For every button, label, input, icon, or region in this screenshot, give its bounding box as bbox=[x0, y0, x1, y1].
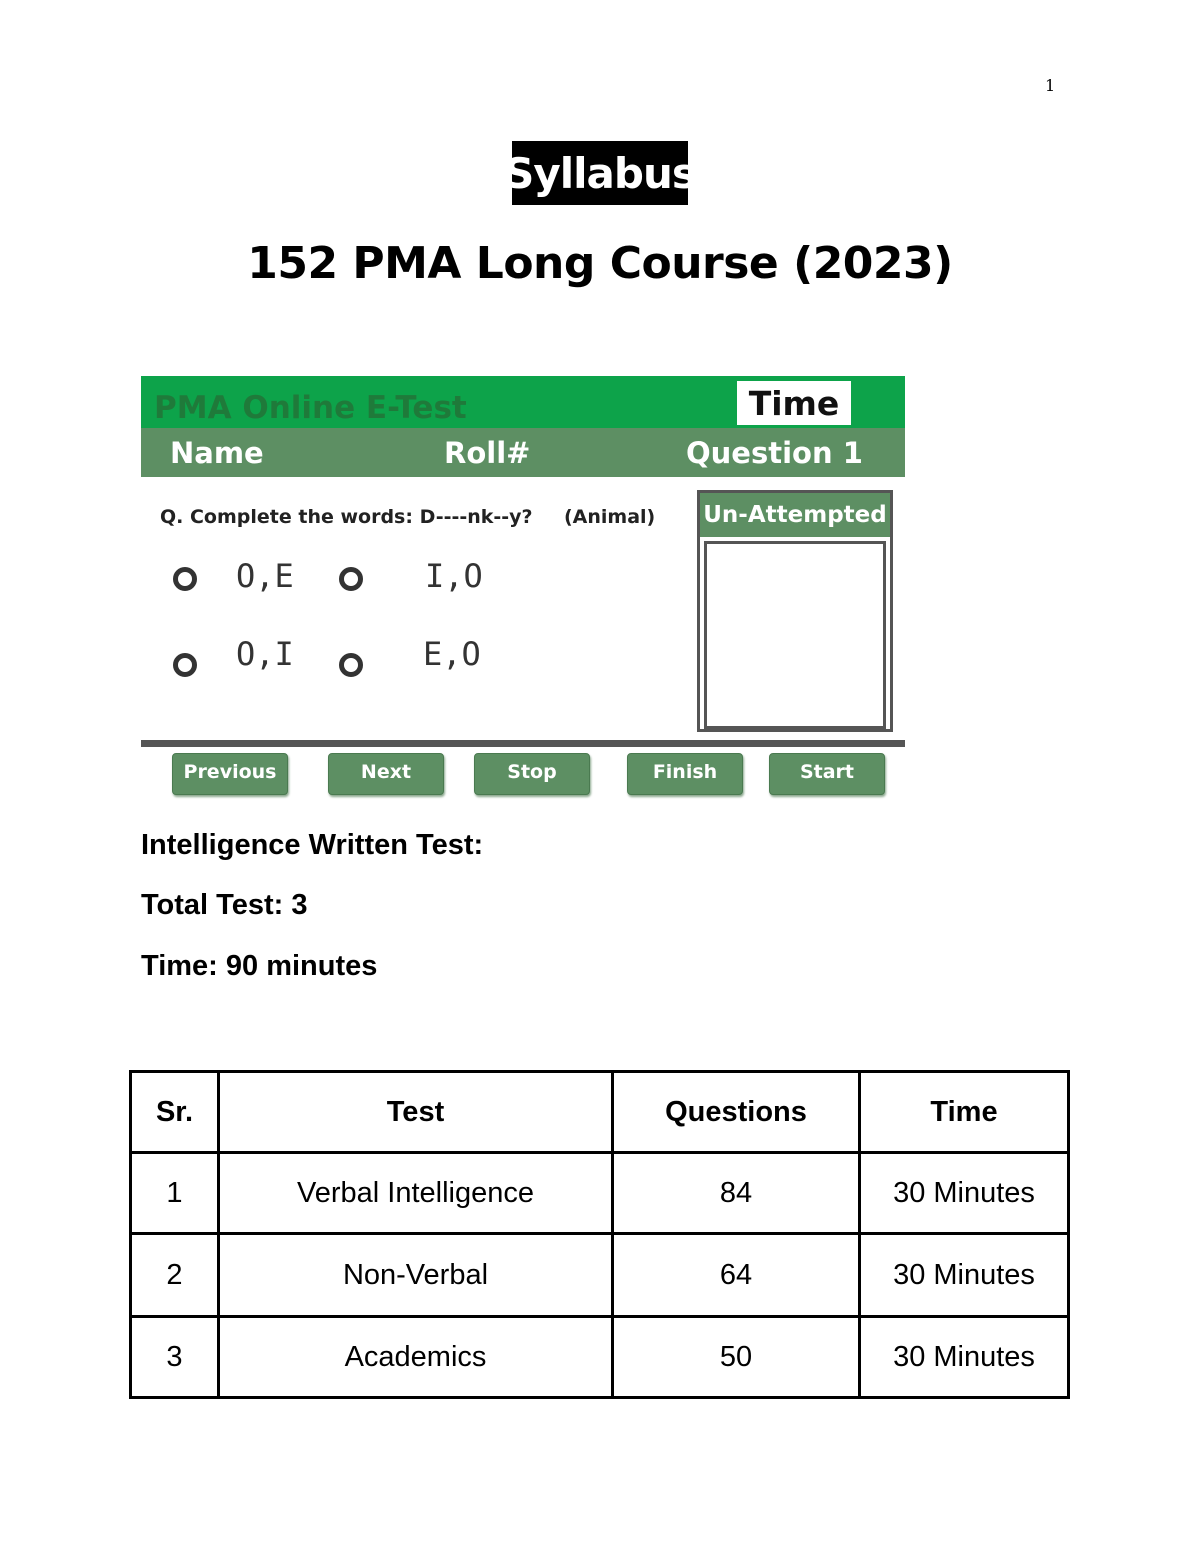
divider bbox=[141, 740, 905, 747]
option-radio-1[interactable] bbox=[173, 567, 197, 591]
cell-time: 30 Minutes bbox=[860, 1153, 1069, 1234]
status-content-area bbox=[704, 541, 886, 729]
previous-button[interactable]: Previous bbox=[172, 753, 288, 795]
option-radio-2[interactable] bbox=[339, 567, 363, 591]
table-row bbox=[131, 1234, 1069, 1317]
name-label: Name bbox=[170, 436, 264, 470]
cell-sr: 1 bbox=[131, 1153, 219, 1234]
cell-questions: 64 bbox=[613, 1234, 860, 1317]
option-radio-3[interactable] bbox=[173, 653, 197, 677]
finish-button[interactable]: Finish bbox=[627, 753, 743, 795]
table-row bbox=[131, 1317, 1069, 1398]
next-button[interactable]: Next bbox=[328, 753, 444, 795]
option-label-1: O,E bbox=[236, 557, 294, 595]
header-time: Time bbox=[860, 1072, 1069, 1153]
option-radio-4[interactable] bbox=[339, 653, 363, 677]
section-title: Intelligence Written Test: bbox=[141, 829, 484, 861]
status-label: Un-Attempted bbox=[700, 493, 890, 537]
syllabus-heading: Syllabus bbox=[512, 141, 688, 205]
cell-sr: 3 bbox=[131, 1317, 219, 1398]
cell-test: Academics bbox=[219, 1317, 613, 1398]
cell-sr: 2 bbox=[131, 1234, 219, 1317]
roll-label: Roll# bbox=[444, 436, 531, 470]
option-label-3: O,I bbox=[236, 635, 294, 673]
start-button[interactable]: Start bbox=[769, 753, 885, 795]
stop-button[interactable]: Stop bbox=[474, 753, 590, 795]
etest-mockup bbox=[141, 376, 905, 801]
question-hint: (Animal) bbox=[564, 506, 656, 528]
cell-questions: 50 bbox=[613, 1317, 860, 1398]
etest-infobar bbox=[141, 428, 905, 477]
header-test: Test bbox=[219, 1072, 613, 1153]
header-questions: Questions bbox=[613, 1072, 860, 1153]
option-label-4: E,O bbox=[423, 635, 481, 673]
option-label-2: I,O bbox=[425, 557, 483, 595]
table-row bbox=[131, 1153, 1069, 1234]
total-time: Time: 90 minutes bbox=[141, 950, 378, 982]
test-table bbox=[129, 1070, 1070, 1399]
cell-time: 30 Minutes bbox=[860, 1317, 1069, 1398]
table-header-row bbox=[131, 1072, 1069, 1153]
course-title: 152 PMA Long Course (2023) bbox=[247, 238, 953, 289]
cell-questions: 84 bbox=[613, 1153, 860, 1234]
etest-brand: PMA Online E-Test bbox=[154, 390, 467, 426]
total-test: Total Test: 3 bbox=[141, 889, 308, 921]
cell-test: Non-Verbal bbox=[219, 1234, 613, 1317]
cell-test: Verbal Intelligence bbox=[219, 1153, 613, 1234]
time-display: Time bbox=[737, 381, 851, 425]
question-text: Q. Complete the words: D----nk--y? bbox=[160, 506, 533, 528]
etest-topbar bbox=[141, 376, 905, 428]
page-number: 1 bbox=[1045, 76, 1056, 95]
status-panel bbox=[697, 490, 893, 732]
header-sr: Sr. bbox=[131, 1072, 219, 1153]
cell-time: 30 Minutes bbox=[860, 1234, 1069, 1317]
question-number-label: Question 1 bbox=[686, 436, 863, 470]
